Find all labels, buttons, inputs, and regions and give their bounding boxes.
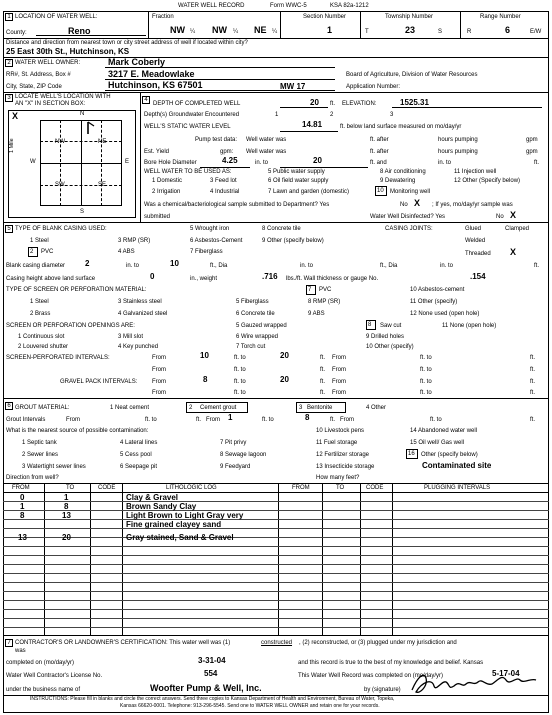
owner-value: Mark Coberly [108,57,166,67]
section-1-number: 1 [5,13,13,21]
instructions-line-2: Kansas 66620-0001. Telephone: 913-296-5545. Send one to WATER WELL OWNER and retain one for your records. [120,703,380,709]
form-number: Form WWC-5 [270,3,307,9]
pvc-casing-label: PVC [41,249,54,255]
mw-number: MW 17 [280,82,306,91]
bentonite-label: Bentonite [307,405,333,411]
elevation-value: 1525.31 [400,98,429,107]
section-4-number: 4 [142,96,150,104]
log-row-rule [3,627,549,628]
other-source-label: Other (specify below) [421,452,478,458]
section-2-number: 2 [5,59,13,67]
section-6-number: 6 [5,402,13,410]
board-label: Board of Agriculture, Division of Water Resources [346,72,478,78]
contamination-source-label: What is the nearest source of possible contamination: [6,428,149,434]
casing-weight-value: .716 [262,272,278,281]
log-row-rule [3,528,549,529]
gravel-pack-label: GRAVEL PACK INTERVALS: [60,379,138,385]
bore-to-value: 20 [313,156,322,165]
range-value: 6 [505,25,511,35]
distance-label: Distance and direction from nearest town or city street address of well if located within city? [6,40,248,46]
screen-type-label: TYPE OF SCREEN OR PERFORATION MATERIAL: [6,287,147,293]
log-row-rule [3,519,549,520]
section-7-number: 7 [5,639,13,647]
owner-label: WATER WELL OWNER: [15,60,81,66]
address-value: 3217 E. Meadowlake [108,69,195,79]
business-name-label: under the business name of [6,687,81,693]
log-row-rule [3,546,549,547]
instructions-line-1: INSTRUCTIONS: Please fill in blanks and circle the correct answers. Send three copies to Kansas Department of Health and Environment, Bureau of Water, Topeka, [30,696,395,702]
pvc-screen-label: PVC [319,287,332,293]
openings-label: SCREEN OR PERFORATION OPENINGS ARE: [6,323,135,329]
license-label: Water Well Contractor's License No. [6,673,103,679]
contaminated-site-value: Contaminated site [422,461,492,470]
disinfected-no-mark: X [510,210,517,220]
license-value: 554 [204,669,218,678]
gravel-to-value: 20 [280,375,289,384]
log-row-rule [3,573,549,574]
city-value: Hutchinson, KS 67501 [108,80,203,90]
section-x-mark: X [12,111,19,121]
gravel-from-value: 8 [203,375,208,384]
log-row-rule [3,564,549,565]
east-west: E/W [530,29,542,35]
business-name-value: Woofter Pump & Well, Inc. [150,683,262,693]
one-mile-label: 1 Mile [9,138,15,153]
log-row-rule [3,582,549,583]
elevation-label: ELEVATION: [342,101,377,107]
range-label: Range Number [480,14,521,20]
casing-height-label: Casing height above land surface [6,276,96,282]
log-row-rule [3,609,549,610]
bore-label: Bore Hole Diameter [144,160,197,166]
groundwater-label: Depth(s) Groundwater Encountered [144,112,240,118]
county-label: County: [6,30,27,36]
casing-diameter-label: Blank casing diameter [6,263,66,269]
chem-no-mark: X [414,198,421,208]
perforated-from-value: 10 [200,351,209,360]
chem-sample-label: Was a chemical/bacteriological sample submitted to Department? Yes [144,202,330,208]
form-title: WATER WELL RECORD [178,3,245,9]
contractor-signature-icon [408,668,548,698]
distance-value: 25 East 30th St., Hutchinson, KS [6,47,130,56]
grout-material-label: GROUT MATERIAL: [15,405,70,411]
saw-cut-label: Saw cut [380,323,402,329]
log-row-rule [3,510,549,511]
static-level-label: WELL'S STATIC WATER LEVEL [144,124,231,130]
bore-value: 4.25 [222,156,238,165]
depth-value: 20 [310,98,319,107]
fraction-label: Fraction [152,14,174,20]
water-well-record-page: WATER WELL RECORD Form WWC-5 KSA 82a-1212 1 LOCATION OF WATER WELL: County: Reno Fraction NW ¼ NW ¼ NE ¼ Section Number 1 Township Number T 23 S Range Number R 6 E/W Distance and direction from nearest town or city street address of well if located within city? 25 East 30th St., Hutchinson, KS 2 WATER WELL OWNER: Mark Coberly RR#, St. Address, Box # 3217 E. Meadowlake Board of Agriculture, Division of Water Resources City, State, ZIP Code Hutchinson, KS 67501 MW 17 Application Number: 3 LOCATE WELL'S LOCATION WITH AN "X" IN SECTION BOX: X N S W E NW NE SW SE 1 Mile 4 DEPTH OF COMPLETED WELL 20 ft. ELEVATION: 1525.31 Depth(s) Groundwater Encountered 1 2 3 WELL'S STATIC WATER LEVEL 14.81 ft. below land surface measured on mo/day/yr Pump test data: Well water was ft. after hours pumping gpm Est. Yield gpm: Well water was ft. after hours pumping gpm Bore Hole Diameter 4.25 in. to 20 ft. and in. to ft. WELL WATER TO BE USED AS: 1 Domestic 3 Feed lot 5 Public water supply 8 Air conditioning 11 Injection well 2 Irrigation 4 Industrial 6 Oil field water supply 9 Dewatering 12 Other (Specify below) 7 Lawn and garden (domestic) 10 Monitoring well Was a chemical/bacteriological sample submitted to Department? Yes No X ; If yes, mo/day/yr sample was submitted Water Well Disinfected? Yes No X 5 TYPE OF BLANK CASING USED: 1 Steel 3 RMP (SR) 5 Wrought iron 8 Concrete tile 2 PVC 4 ABS 6 Asbestos-Cement 9 Other (specify below) 7 Fiberglass CASING JOINTS: Glued Clamped Welded Threaded X Blank casing diameter 2 in. to 10 ft., Dia in. to ft., Dia in. to ft. Casing height above land surface 0 in., weight .716 lbs./ft. Wall thickness or gauge No. .154 TYPE OF SCREEN OR PERFORATION MATERIAL: 1 Steel 3 Stainless steel 5 Fiberglass 7 PVC 10 Asbestos-cement 2 Brass 4 Galvanized steel 6 Concrete tile 8 RMP (SR) 11 Other (specify) 9 ABS 12 None used (open hole) SCREEN OR PERFORATION OPENINGS ARE: 5 Gauzed wrapped 8 Saw cut 11 None (open hole) 1 Continuous slot 3 Mill slot 6 Wire wrapped 9 Drilled holes 2 Louvered shutter 4 Key punched 7 Torch cut 10 Other (specify) SCREEN-PERFORATED INTERVALS: From 10 ft. to 20 ft. From ft. to ft. From ft. to ft. From ft. to ft. GRAVEL PACK INTERVALS: From 8 ft. to 20 ft. From ft. to ft. From ft. to ft. From ft. to ft. 6 GROUT MATERIAL: 1 Neat cement 2 Cement grout 3 Bentonite 4 Other Grout Intervals From ft. to ft. From 1 ft. to 8 ft. From ft. to ft. What is the nearest source of possible contamination: 1 Septic tank 4 Lateral lines 7 Pit privy 10 Livestock pens 14 Abandoned water well 2 Sewer lines 5 Cess pool 8 Sewage lagoon 11 Fuel storage 15 Oil well/ Gas well 3 Watertight sewer lines 6 Seepage pit 9 Feedyard 12 Fertilizer storage 16 Other (specify below) 13 Insecticide storage Contaminated site Direction from well? How many feet? FROM TO CODE LITHOLOGIC LOG FROM TO CODE PLUGGING INTERVALS 0 1 Clay & Gravel 1 8 Brown Sandy Clay 8 13 Light Brown to Light Gray very Fine grained clayey sand 13 20 Gray stained, Sand & Gravel 7 CONTRACTOR'S OR LANDOWNER'S CERTIFICATION: This water well was (1) constructed , (2) reconstructed, or (3) plugged under my jurisdiction and was completed on (mo/day/yr) 3-31-04 and this record is true to the best of my knowledge and belief. Kansas Water Well Contractor's License No. 554 This Water Well Record was completed on (mo/day/yr) 5-17-04 under the business name of Woofter Pump & Well, Inc. by (signature) INSTRUCTIONS: Please fill in blanks and circle the correct answers. Send three copies to Kansas Department of Health and Environment, Bureau of Water, Topeka, Kansas 66620-0001. Telephone: 913-296-5545. Send one to WATER WELL OWNER and retain one for your records. [0,0,552,715]
completed-on-label: completed on (mo/day/yr) [6,660,75,666]
fraction-2: NW [212,25,227,35]
log-row-rule [3,618,549,619]
location-label: LOCATION OF WATER WELL: [15,14,98,20]
perforated-intervals-label: SCREEN-PERFORATED INTERVALS: [6,355,110,361]
static-level-value: 14.81 [302,120,323,129]
certification-label: CONTRACTOR'S OR LANDOWNER'S CERTIFICATION: This water well was (1) [15,640,231,646]
log-row-rule [3,555,549,556]
section-number-value: 1 [327,25,333,35]
section-3-number: 3 [5,94,13,102]
section-number-label: Section Number [303,14,347,20]
address-label: RR#, St. Address, Box # [6,72,71,78]
record-date-value: 5-17-04 [492,669,520,678]
log-row-rule [3,600,549,601]
township-label: Township Number [385,14,434,20]
use-label: WELL WATER TO BE USED AS: [144,169,232,175]
threaded-mark: X [510,247,517,257]
depth-label: DEPTH OF COMPLETED WELL [153,101,241,107]
perforated-to-value: 20 [280,351,289,360]
constructed-option: constructed [261,640,293,646]
casing-joints-label: CASING JOINTS: [385,226,433,232]
casing-diameter-value: 2 [85,259,90,268]
casing-type-label: TYPE OF BLANK CASING USED: [15,226,107,232]
direction-label: Direction from well? [6,475,59,481]
section-5-number: 5 [5,225,13,233]
casing-diameter-to: 10 [170,259,179,268]
fraction-1: NW [170,25,185,35]
ksa-number: KSA 82a-1212 [330,3,369,9]
monitoring-well-label: Monitoring well [390,189,431,195]
casing-height-value: 0 [150,272,155,281]
log-row-rule [3,591,549,592]
log-row-rule [3,537,549,538]
grout-intervals-label: Grout Intervals [6,417,46,423]
grout-to-value: 8 [305,413,310,422]
county-value: Reno [68,26,91,36]
fraction-3: NE [254,25,267,35]
well-location-arrow-icon [84,120,96,136]
city-label: City, State, ZIP Code [6,84,62,90]
grout-from-value: 1 [228,413,233,422]
cement-grout-label: Cement grout [200,405,237,411]
application-label: Application Number: [346,84,401,90]
how-many-feet-label: How many feet? [316,475,360,481]
completed-on-value: 3-31-04 [198,656,226,665]
township-value: 23 [405,25,416,35]
disinfected-label: Water Well Disinfected? Yes [370,214,446,220]
wall-gauge-value: .154 [470,272,486,281]
log-row-rule [3,501,549,502]
